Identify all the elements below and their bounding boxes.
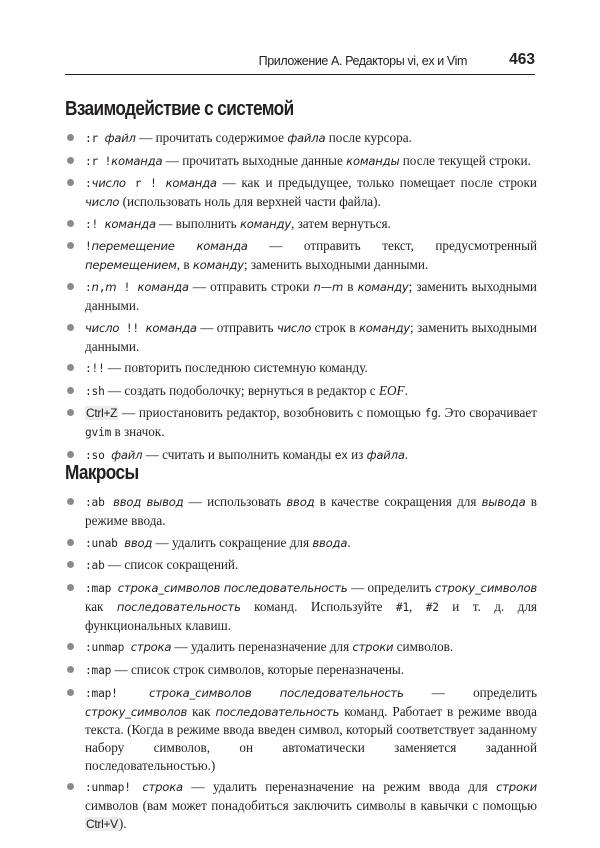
description-text: ).: [118, 816, 127, 832]
description-text: — список строк символов, которые переназначены.: [111, 661, 405, 677]
list-item: [65, 382, 537, 401]
command-code: :unmap!: [85, 781, 143, 795]
parameter-text: файл: [104, 131, 136, 145]
parameter-text: ввод вывод: [113, 495, 184, 509]
description-text: в режиме ввода.: [85, 494, 537, 528]
description-text: . Это сворачивает: [437, 405, 537, 421]
running-header: [65, 50, 535, 75]
bullet-icon: [67, 666, 74, 673]
parameter-text: строка_символов последовательность: [117, 580, 348, 595]
command-code: r !: [125, 177, 166, 191]
bullet-icon: [67, 134, 74, 141]
bullet-icon: [67, 242, 74, 249]
command-code: :map: [85, 663, 112, 677]
description-text: , в: [176, 257, 193, 273]
parameter-text: команда: [145, 320, 197, 335]
description-text: — определить: [347, 579, 435, 595]
list-item: [65, 534, 537, 553]
section-heading-system: Взаимодействие с системой: [65, 98, 294, 120]
description-text: — создать подоболочку; вернуться в редактор с: [104, 382, 379, 398]
parameter-text: перемещение команда: [91, 239, 248, 254]
command-code: ,: [98, 280, 106, 294]
description-text: — удалить сокращение для: [152, 534, 313, 550]
description-text: (использовать ноль для верхней части файла).: [119, 194, 381, 210]
command-code: :map: [85, 581, 118, 595]
command-list-system: [65, 129, 537, 469]
parameter-text: файла: [287, 131, 326, 145]
parameter-text: число: [91, 176, 126, 191]
command-code: :so: [85, 448, 112, 462]
description-text: — как и предыдущее, только помещает после строки: [216, 175, 537, 191]
description-text: EOF: [378, 382, 405, 398]
parameter-text: команда: [104, 216, 156, 231]
parameter-text: команда: [137, 279, 189, 294]
key-combo: Ctrl+Z: [86, 406, 118, 421]
description-text: символов.: [393, 639, 454, 655]
parameter-text: строка: [142, 780, 183, 795]
parameter-text: m: [105, 279, 117, 294]
description-text: — считать и выполнить команды: [142, 446, 335, 462]
command-code: :: [85, 177, 92, 191]
description-text: после текущей строки.: [399, 152, 531, 168]
parameter-text: команда: [111, 153, 163, 168]
parameter-text: число: [85, 195, 120, 210]
bullet-icon: [67, 283, 74, 290]
list-item: [65, 684, 537, 775]
page-number: 463: [509, 51, 535, 68]
list-item: [65, 493, 537, 530]
bullet-icon: [67, 179, 74, 186]
description-text: .: [347, 534, 351, 550]
description-text: — удалить переназначение для: [171, 639, 353, 655]
bullet-icon: [67, 498, 74, 505]
parameter-text: команда: [165, 176, 217, 191]
parameter-text: файл: [111, 447, 143, 462]
parameter-text: команды: [346, 153, 400, 168]
list-item: [65, 174, 537, 211]
description-text: — выполнить: [155, 215, 240, 231]
bullet-icon: [67, 409, 74, 416]
command-list-macros: [65, 493, 537, 837]
description-text: ; заменить выходными данными.: [85, 278, 537, 313]
command-code: :r !: [85, 154, 112, 168]
description-text: команд. Работает в режиме ввода текста. (Когда в режиме ввода введен символ, который соответствует заданному набору символов, он автоматически заменяется заданной последовательностью.): [85, 703, 537, 773]
command-code: !: [116, 280, 138, 294]
command-code: :map!: [85, 686, 150, 700]
parameter-text: команду: [357, 279, 409, 294]
description-text: — список сокращений.: [104, 557, 239, 573]
description-text: — отправить текст, предусмотренный: [247, 238, 537, 254]
bullet-icon: [67, 584, 74, 591]
list-item: [65, 661, 537, 680]
description-text: ,: [408, 598, 426, 614]
description-text: — прочитать содержимое: [135, 130, 288, 145]
parameter-text: число: [276, 320, 312, 335]
bullet-icon: [67, 324, 74, 331]
description-text: после курсора.: [325, 130, 412, 145]
description-text: и т. д. для функциональных клавиш.: [85, 598, 537, 633]
bullet-icon: [67, 689, 74, 696]
description-text: — приостановить редактор, возобновить с помощью: [118, 405, 425, 421]
parameter-text: команду: [358, 320, 410, 335]
command-code: :unab: [85, 536, 125, 550]
parameter-text: n—m: [313, 279, 344, 294]
description-text: как: [85, 598, 117, 614]
list-item: [65, 237, 537, 274]
bullet-icon: [67, 364, 74, 371]
running-title: Приложение А. Редакторы vi, ex и Vim: [258, 54, 467, 68]
command-code: #2: [425, 600, 439, 614]
list-item: [65, 579, 537, 635]
parameter-text: команду: [239, 216, 291, 231]
description-text: символов (вам может понадобиться заключить символы в кавычки с помощью: [85, 798, 537, 814]
bullet-icon: [67, 643, 74, 650]
command-code: #1: [395, 600, 409, 614]
description-text: , затем вернуться.: [291, 215, 391, 231]
command-code: :r: [85, 132, 105, 145]
section-heading-macros: Макросы: [65, 462, 139, 484]
parameter-text: строки: [352, 640, 394, 655]
parameter-text: команду: [192, 258, 244, 273]
description-text: — определить: [403, 684, 537, 700]
bullet-icon: [67, 387, 74, 394]
parameter-text: число: [85, 320, 120, 335]
list-item: [65, 129, 537, 148]
list-item: [65, 215, 537, 234]
list-item: [65, 359, 537, 378]
list-item: [65, 319, 537, 356]
command-code: :unmap: [85, 641, 131, 655]
bullet-icon: [67, 539, 74, 546]
command-code: :sh: [85, 384, 105, 398]
command-code: !!: [119, 321, 146, 335]
description-text: из: [347, 446, 367, 462]
parameter-text: строки: [496, 780, 537, 795]
command-code: !: [85, 240, 92, 254]
parameter-text: ввод: [124, 535, 153, 550]
command-code: ex: [334, 448, 348, 462]
parameter-text: ввода: [312, 535, 348, 550]
description-text: в: [343, 278, 358, 294]
description-text: — отправить: [196, 319, 277, 335]
key-combo: Ctrl+V: [86, 817, 118, 832]
parameter-text: строку_символов: [434, 580, 537, 595]
bullet-icon: [67, 220, 74, 227]
description-text: — прочитать выходные данные: [162, 152, 347, 168]
list-item: [65, 556, 537, 575]
parameter-text: перемещением: [85, 258, 177, 273]
description-text: в значок.: [111, 424, 165, 440]
description-text: — повторить последнюю системную команду.: [104, 360, 368, 376]
description-text: — использовать: [183, 494, 287, 509]
parameter-text: n: [91, 279, 99, 294]
command-code: :ab: [85, 559, 105, 573]
description-text: строк в: [311, 319, 359, 335]
command-code: :ab: [85, 496, 114, 509]
parameter-text: вывода: [481, 495, 526, 509]
command-code: :!!: [85, 362, 105, 376]
bullet-icon: [67, 451, 74, 458]
parameter-text: последовательность: [215, 704, 340, 719]
command-code: fg: [424, 407, 438, 421]
description-text: ; заменить выходными данными.: [85, 319, 537, 354]
description-text: — удалить переназначение на режим ввода для: [182, 779, 497, 795]
description-text: .: [404, 446, 409, 462]
bullet-icon: [67, 561, 74, 568]
parameter-text: строку_символов: [85, 704, 188, 719]
bullet-icon: [67, 783, 74, 790]
description-text: ; заменить выходными данными.: [243, 257, 429, 273]
parameter-text: ввод: [286, 495, 315, 509]
description-text: .: [404, 382, 408, 398]
description-text: — отправить строки: [188, 278, 314, 294]
list-item: [65, 152, 537, 171]
description-text: команд. Используйте: [240, 598, 396, 614]
description-text: как: [187, 703, 216, 719]
parameter-text: строка_символов последовательность: [149, 685, 404, 700]
command-code: :: [85, 280, 92, 294]
bullet-icon: [67, 157, 74, 164]
description-text: в качестве сокращения для: [314, 494, 482, 509]
command-code: :!: [85, 217, 105, 231]
list-item: [65, 638, 537, 657]
parameter-text: файла: [366, 447, 405, 462]
list-item: [65, 778, 537, 833]
parameter-text: строка: [130, 640, 172, 655]
list-item: [65, 278, 537, 315]
parameter-text: последовательность: [116, 599, 241, 614]
list-item: [65, 404, 537, 442]
command-code: gvim: [85, 426, 112, 440]
